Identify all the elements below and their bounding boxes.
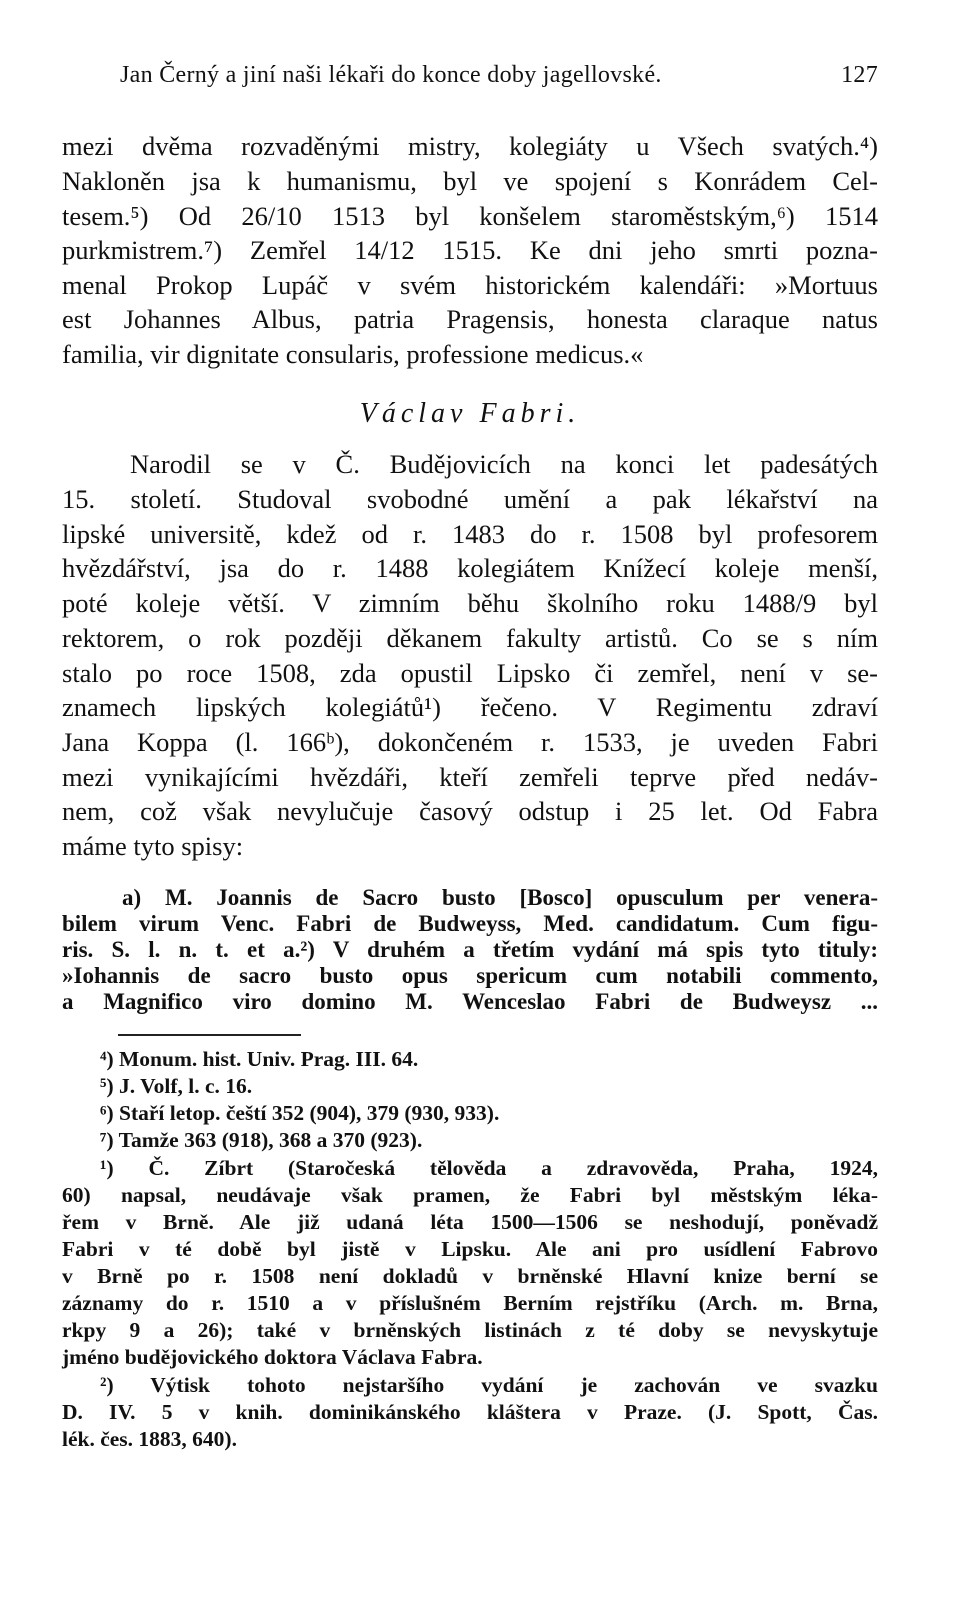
text-line: 15. století. Studoval svobodné umění a pak lékařství na bbox=[62, 484, 878, 514]
text-line: stalo po roce 1508, zda opustil Lipsko či zemřel, není v se- bbox=[62, 658, 878, 688]
text-line: Narodil se v Č. Budějovicích na konci let padesátých bbox=[130, 449, 878, 479]
text-line: znamech lipských kolegiátů¹) řečeno. V Regimentu zdraví bbox=[62, 692, 878, 722]
footnote: lék. čes. 1883, 640). bbox=[62, 1427, 237, 1451]
footnote: rkpy 9 a 26); také v brněnských listinách z té doby se nevyskytuje bbox=[62, 1318, 878, 1342]
running-title: Jan Černý a jiní naši lékaři do konce doby jagellovské. bbox=[120, 62, 662, 88]
text-line: tesem.⁵) Od 26/10 1513 byl konšelem staroměstským,⁶) 1514 bbox=[62, 201, 878, 231]
footnote: ²) Výtisk tohoto nejstaršího vydání je zachován ve svazku bbox=[100, 1373, 878, 1397]
running-header bbox=[120, 62, 878, 89]
footnote: Fabri v té době byl jistě v Lipsku. Ale ani pro usídlení Fabrovo bbox=[62, 1237, 878, 1261]
text-line: máme tyto spisy: bbox=[62, 831, 244, 861]
footnote: záznamy do r. 1510 a v příslušném Berním rejstříku (Arch. m. Brna, bbox=[62, 1291, 878, 1315]
footnote: řem v Brně. Ale již udaná léta 1500—1506 se neshodují, poněvadž bbox=[62, 1210, 878, 1234]
text-line: Nakloněn jsa k humanismu, byl ve spojení s Konrádem Cel- bbox=[62, 166, 878, 196]
footnote: ¹) Č. Zíbrt (Staročeská tělověda a zdravověda, Praha, 1924, bbox=[100, 1156, 878, 1180]
footnote: 60) napsal, neudávaje však pramen, že Fabri byl městským léka- bbox=[62, 1183, 878, 1207]
list-line: ris. S. l. n. t. et a.²) V druhém a třetím vydání má spis tyto tituly: bbox=[62, 937, 878, 962]
text-line: menal Prokop Lupáč v svém historickém kalendáři: »Mortuus bbox=[62, 270, 878, 300]
footnote: jméno budějovického doktora Václava Fabra. bbox=[62, 1345, 483, 1369]
footnote: ⁵) J. Volf, l. c. 16. bbox=[100, 1074, 253, 1098]
text-line: hvězdářství, jsa do r. 1488 kolegiátem Knížecí koleje menší, bbox=[62, 553, 878, 583]
page-number: 127 bbox=[841, 62, 878, 88]
text-line: rektorem, o rok později děkanem fakulty artistů. Co se s ním bbox=[62, 623, 878, 653]
footnote: ⁴) Monum. hist. Univ. Prag. III. 64. bbox=[100, 1047, 419, 1071]
text-line: lipské universitě, kdež od r. 1483 do r. 1508 byl profesorem bbox=[62, 519, 878, 549]
text-line: est Johannes Albus, patria Pragensis, honesta claraque natus bbox=[62, 304, 878, 334]
list-line: a Magnifico viro domino M. Wenceslao Fabri de Budweysz ... bbox=[62, 989, 878, 1014]
text-line: Jana Koppa (l. 166ᵇ), dokončeném r. 1533, je uveden Fabri bbox=[62, 727, 878, 757]
text-line: mezi dvěma rozvaděnými mistry, kolegiáty u Všech svatých.⁴) bbox=[62, 131, 878, 161]
footnote-rule bbox=[118, 1034, 301, 1036]
text-line: poté koleje větší. V zimním běhu školního roku 1488/9 byl bbox=[62, 588, 878, 618]
footnote: ⁶) Staří letop. čeští 352 (904), 379 (930, 933). bbox=[100, 1101, 500, 1125]
text-line: familia, vir dignitate consularis, professione medicus.« bbox=[62, 339, 644, 369]
footnote: D. IV. 5 v knih. dominikánského kláštera v Praze. (J. Spott, Čas. bbox=[62, 1400, 878, 1424]
list-line: »Iohannis de sacro busto opus spericum cum notabili commento, bbox=[62, 963, 878, 988]
footnote: ⁷) Tamže 363 (918), 368 a 370 (923). bbox=[100, 1128, 423, 1152]
text-line: purkmistrem.⁷) Zemřel 14/12 1515. Ke dni jeho smrti pozna- bbox=[62, 235, 878, 265]
list-line: a) M. Joannis de Sacro busto [Bosco] opusculum per venera- bbox=[122, 885, 878, 910]
section-title: Václav Fabri. bbox=[359, 398, 581, 429]
footnote: v Brně po r. 1508 není dokladů v brněnské Hlavní knize berní se bbox=[62, 1264, 878, 1288]
list-line: bilem virum Venc. Fabri de Budweyss, Med. candidatum. Cum figu- bbox=[62, 911, 878, 936]
text-line: nem, což však nevylučuje časový odstup i 25 let. Od Fabra bbox=[62, 796, 878, 826]
text-line: mezi vynikajícími hvězdáři, kteří zemřeli teprve před nedáv- bbox=[62, 762, 878, 792]
